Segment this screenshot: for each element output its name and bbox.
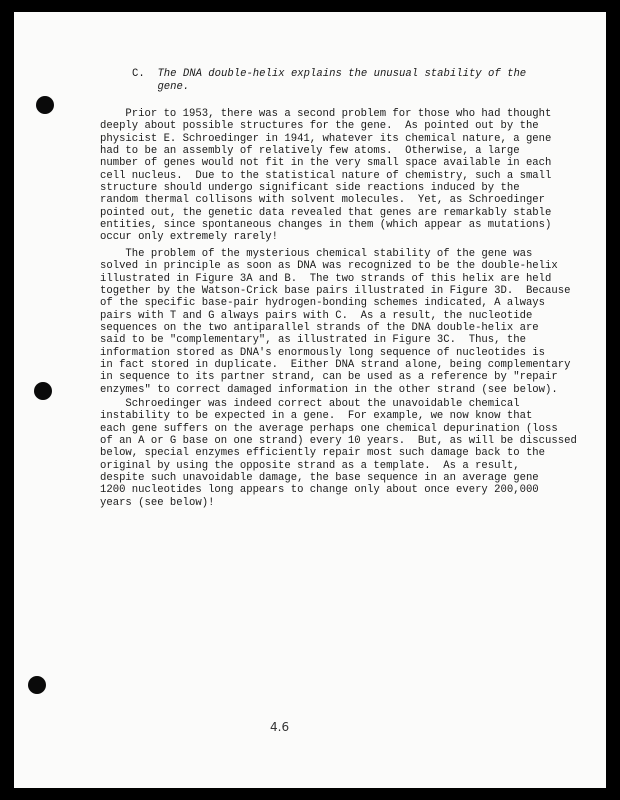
- text-line: illustrated in Figure 3A and B. The two strands of this helix are held: [100, 272, 552, 285]
- text-line: sequences on the two antiparallel strands of the DNA double-helix are: [100, 322, 539, 335]
- text-line: entities, since spontaneous changes in them (which appear as mutations): [100, 219, 552, 232]
- text-line: said to be "complementary", as illustrated in Figure 3C. Thus, the: [100, 334, 526, 347]
- text-line: despite such unavoidable damage, the base sequence in an average gene: [100, 472, 539, 485]
- text-line: together by the Watson-Crick base pairs illustrated in Figure 3D. Because: [100, 285, 571, 298]
- text-line: in sequence to its partner strand, can be used as a reference by "repair: [100, 371, 558, 384]
- section-letter: C.: [132, 68, 145, 80]
- text-line: enzymes" to correct damaged information in the other strand (see below).: [100, 383, 558, 396]
- text-line: had to be an assembly of relatively few atoms. Otherwise, a large: [100, 145, 520, 158]
- binder-hole-bottom: [28, 676, 46, 694]
- text-line: random thermal collisons with solvent molecules. Yet, as Schroedinger: [100, 194, 546, 207]
- text-line: solved in principle as soon as DNA was recognized to be the double-helix: [100, 260, 558, 273]
- document-page: [14, 12, 606, 788]
- text-line: occur only extremely rarely!: [100, 231, 279, 244]
- text-line: structure should undergo significant side reactions induced by the: [100, 182, 520, 195]
- text-line: pairs with T and G always pairs with C. As a result, the nucleotide: [100, 309, 533, 322]
- text-line: instability to be expected in a gene. For example, we now know that: [100, 410, 533, 423]
- text-line: years (see below)!: [100, 496, 215, 509]
- paragraph-3: [100, 398, 577, 509]
- text-line: deeply about possible structures for the gene. As pointed out by the: [100, 120, 539, 133]
- text-line: in fact stored in duplicate. Either DNA strand alone, being complementary: [100, 359, 571, 372]
- paragraph-2: [100, 248, 571, 396]
- page-number: 4.6: [270, 720, 290, 734]
- text-line: 1200 nucleotides long appears to change only about once every 200,000: [100, 484, 539, 497]
- text-line: of an A or G base on one strand) every 10 years. But, as will be discussed: [100, 435, 577, 448]
- text-line: Prior to 1953, there was a second problem for those who had thought: [100, 108, 552, 120]
- text-line: physicist E. Schroedinger in 1941, whatever its chemical nature, a gene: [100, 132, 552, 145]
- section-title-line-1: The DNA double-helix explains the unusual stability of the: [157, 68, 527, 80]
- section-heading: [132, 68, 532, 94]
- text-line: cell nucleus. Due to the statistical nature of chemistry, such a small: [100, 169, 552, 182]
- section-title-line-2: gene.: [157, 81, 190, 94]
- text-line: number of genes would not fit in the very small space available in each: [100, 157, 552, 170]
- binder-hole-middle: [34, 382, 52, 400]
- text-line: The problem of the mysterious chemical stability of the gene was: [100, 248, 533, 260]
- text-line: of the specific base-pair hydrogen-bonding schemes indicated, A always: [100, 297, 546, 310]
- text-line: Schroedinger was indeed correct about the unavoidable chemical: [100, 398, 520, 410]
- binder-hole-top: [36, 96, 54, 114]
- text-line: original by using the opposite strand as a template. As a result,: [100, 459, 520, 472]
- text-line: each gene suffers on the average perhaps one chemical depurination (loss: [100, 422, 558, 435]
- text-line: pointed out, the genetic data revealed that genes are remarkably stable: [100, 206, 552, 219]
- paragraph-1: [100, 108, 560, 244]
- text-line: information stored as DNA's enormously long sequence of nucleotides is: [100, 346, 546, 359]
- text-line: below, special enzymes efficiently repair most such damage back to the: [100, 447, 546, 460]
